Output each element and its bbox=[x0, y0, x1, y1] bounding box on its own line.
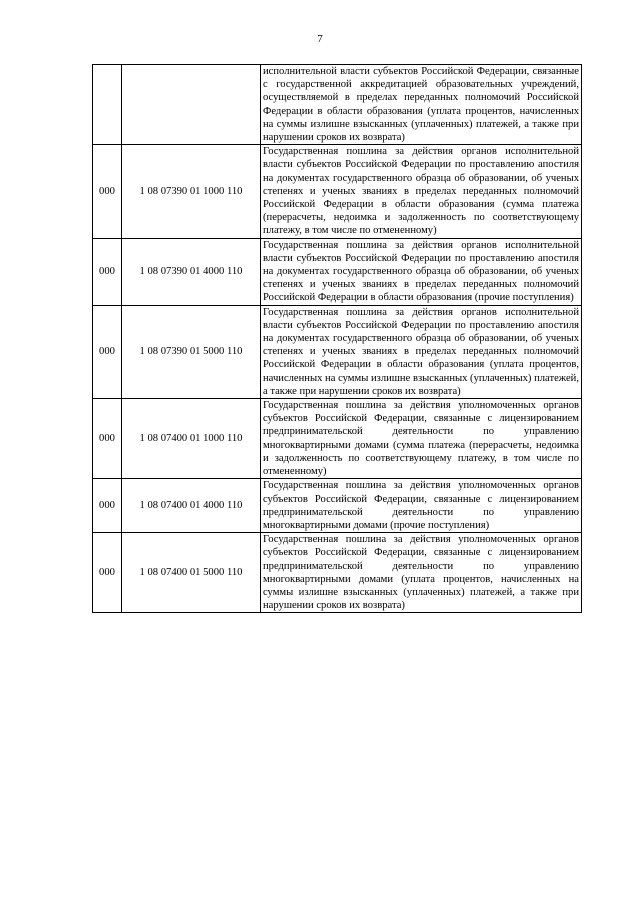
income-name-cell: исполнительной власти субъектов Российской Федерации, связанные с государственной аккредитацией образовательных учреждений, осуществляемой в пределах переданных полномочий Российской Федерации в области образования (уплата процентов, начисленных на суммы излишне взысканных (уплаченных) платежей, а также при нарушении сроков их возврата) bbox=[261, 65, 582, 145]
admin-code-cell: 000 bbox=[93, 238, 122, 305]
budget-code-cell: 1 08 07400 01 1000 110 bbox=[122, 399, 261, 479]
budget-code-cell bbox=[122, 65, 261, 145]
page-number: 7 bbox=[317, 33, 323, 45]
budget-code-cell: 1 08 07400 01 4000 110 bbox=[122, 479, 261, 533]
table-row bbox=[93, 533, 582, 613]
income-name-cell: Государственная пошлина за действия органов исполнительной власти субъектов Российской Федерации по проставлению апостиля на документах государственного образца об образовании, об ученых степенях и ученых званиях в пределах переданных полномочий Российской Федерации в области образования (прочие поступления) bbox=[261, 238, 582, 305]
admin-code-cell: 000 bbox=[93, 479, 122, 533]
admin-code-cell: 000 bbox=[93, 305, 122, 398]
budget-code-cell: 1 08 07390 01 4000 110 bbox=[122, 238, 261, 305]
income-name-cell: Государственная пошлина за действия уполномоченных органов субъектов Российской Федерации, связанные с лицензированием предпринимательской деятельности по управлению многоквартирными домами (уплата процентов, начисленных на суммы излишне взысканных (уплаченных) платежей, а также при нарушении сроков их возврата) bbox=[261, 533, 582, 613]
admin-code-cell: 000 bbox=[93, 145, 122, 238]
admin-code-cell: 000 bbox=[93, 533, 122, 613]
budget-code-cell: 1 08 07390 01 1000 110 bbox=[122, 145, 261, 238]
table-row bbox=[93, 238, 582, 305]
table-row bbox=[93, 145, 582, 238]
table-row bbox=[93, 479, 582, 533]
table-row bbox=[93, 65, 582, 145]
admin-code-cell: 000 bbox=[93, 399, 122, 479]
table-row bbox=[93, 305, 582, 398]
income-name-cell: Государственная пошлина за действия уполномоченных органов субъектов Российской Федерации, связанные с лицензированием предпринимательской деятельности по управлению многоквартирными домами (сумма платежа (перерасчеты, недоимка и задолженность по соответствующему платежу, в том числе по отмененному) bbox=[261, 399, 582, 479]
income-name-cell: Государственная пошлина за действия органов исполнительной власти субъектов Российской Федерации по проставлению апостиля на документах государственного образца об образовании, об ученых степенях и ученых званиях в пределах переданных полномочий Российской Федерации в области образования (сумма платежа (перерасчеты, недоимка и задолженность по соответствующему платежу, в том числе по отмененному) bbox=[261, 145, 582, 238]
income-name-cell: Государственная пошлина за действия органов исполнительной власти субъектов Российской Федерации по проставлению апостиля на документах государственного образца об образовании, об ученых степенях и ученых званиях в пределах переданных полномочий Российской Федерации в области образования (уплата процентов, начисленных на суммы излишне взысканных (уплаченных) платежей, а также при нарушении сроков их возврата) bbox=[261, 305, 582, 398]
admin-code-cell bbox=[93, 65, 122, 145]
income-name-cell: Государственная пошлина за действия уполномоченных органов субъектов Российской Федерации, связанные с лицензированием предпринимательской деятельности по управлению многоквартирными домами (прочие поступления) bbox=[261, 479, 582, 533]
budget-classification-table bbox=[92, 64, 582, 613]
table-row bbox=[93, 399, 582, 479]
budget-code-cell: 1 08 07390 01 5000 110 bbox=[122, 305, 261, 398]
budget-code-cell: 1 08 07400 01 5000 110 bbox=[122, 533, 261, 613]
